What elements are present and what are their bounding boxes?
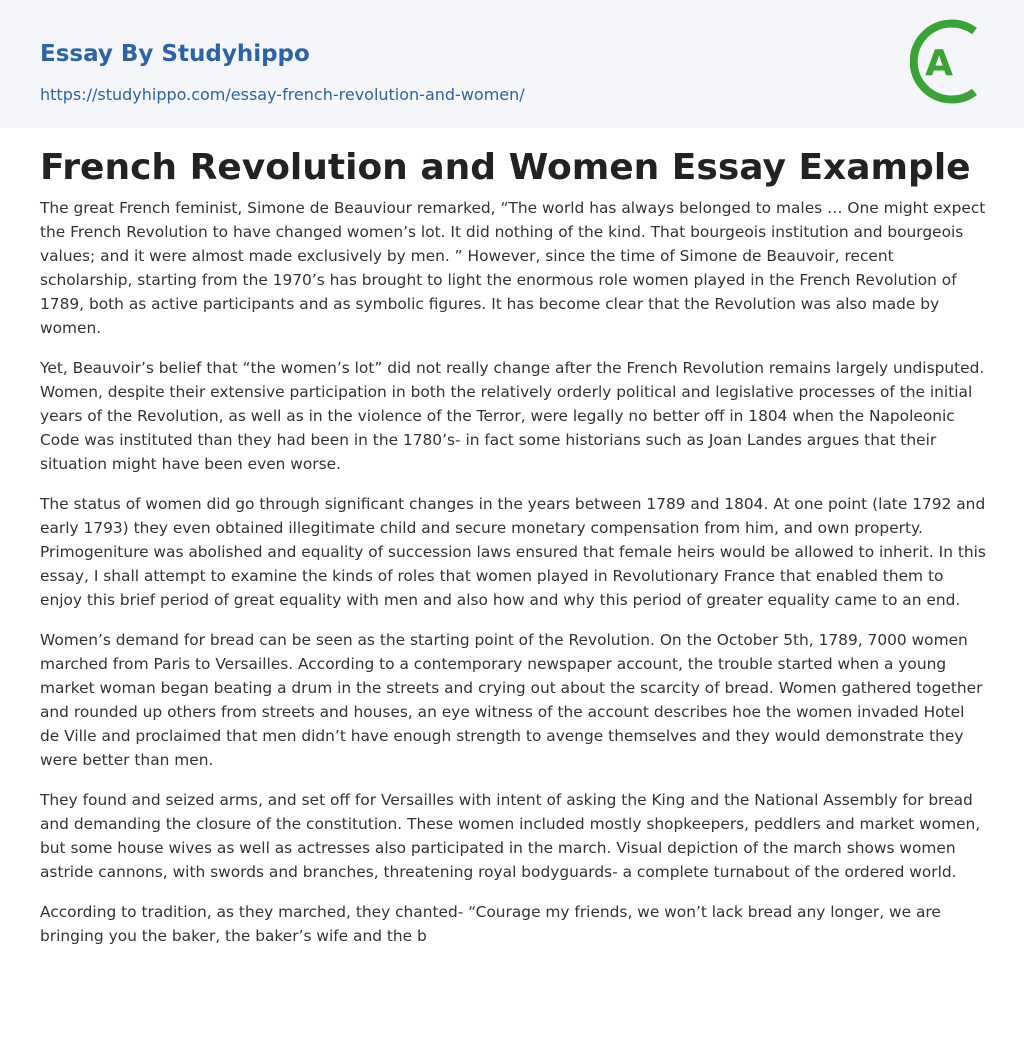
site-header [0,0,1024,128]
logo-letter: A [925,43,953,84]
paragraph-1: The great French feminist, Simone de Beauviour remarked, “The world has always belonged to males … One might expect the French Revolution to have changed women’s lot. It did nothing of the kind. That bourgeois institution and bourgeois values; and it were almost made exclusively by men. ” However, since the time of Simone de Beauvoir, recent scholarship, starting from the 1970’s has brought to light the enormous role women played in the French Revolution of 1789, both as active participants and as symbolic figures. It has become clear that the Revolution was also made by women. [40,199,986,337]
paragraph-2: Yet, Beauvoir’s belief that “the women’s lot” did not really change after the French Revolution remains largely undisputed. Women, despite their extensive participation in both the relatively orderly political and legislative processes of the initial years of the Revolution, as well as in the violence of the Terror, were legally no better off in 1804 when the Napoleonic Code was instituted than they had been in the 1780’s- in fact some historians such as Joan Landes argues that their situation might have been even worse. [40,359,985,473]
paragraph-4: Women’s demand for bread can be seen as the starting point of the Revolution. On the October 5th, 1789, 7000 women marched from Paris to Versailles. According to a contemporary newspaper account, the trouble started when a young market woman began beating a drum in the streets and crying out about the scarcity of bread. Women gathered together and rounded up others from streets and houses, an eye witness of the account describes hoe the women invaded Hotel de Ville and proclaimed that men didn’t have enough strength to avenge themselves and they would demonstrate they were better than men. [40,631,983,769]
page-title: French Revolution and Women Essay Example [40,147,971,188]
logo-graphic [910,17,988,107]
site-brand[interactable]: Essay By Studyhippo [40,41,310,67]
source-url-link[interactable]: https://studyhippo.com/essay-french-revolution-and-women/ [40,85,525,104]
paragraph-6: According to tradition, as they marched, they chanted- “Courage my friends, we won’t lack bread any longer, we are bringing you the baker, the baker’s wife and the b [40,903,941,945]
studyhippo-logo-icon[interactable] [910,17,988,107]
paragraph-3: The status of women did go through significant changes in the years between 1789 and 1804. At one point (late 1792 and early 1793) they even obtained illegitimate child and secure monetary compensation from him, and own property. Primogeniture was abolished and equality of succession laws ensured that female heirs would be allowed to inherit. In this essay, I shall attempt to examine the kinds of roles that women played in Revolutionary France that enabled them to enjoy this brief period of great equality with men and also how and why this period of greater equality came to an end. [40,495,986,609]
article [40,140,988,964]
paragraph-5: They found and seized arms, and set off for Versailles with intent of asking the King and the National Assembly for bread and demanding the closure of the constitution. These women included mostly shopkeepers, peddlers and market women, but some house wives as well as actresses also participated in the march. Visual depiction of the march shows women astride cannons, with swords and branches, threatening royal bodyguards- a complete turnabout of the ordered world. [40,791,981,881]
